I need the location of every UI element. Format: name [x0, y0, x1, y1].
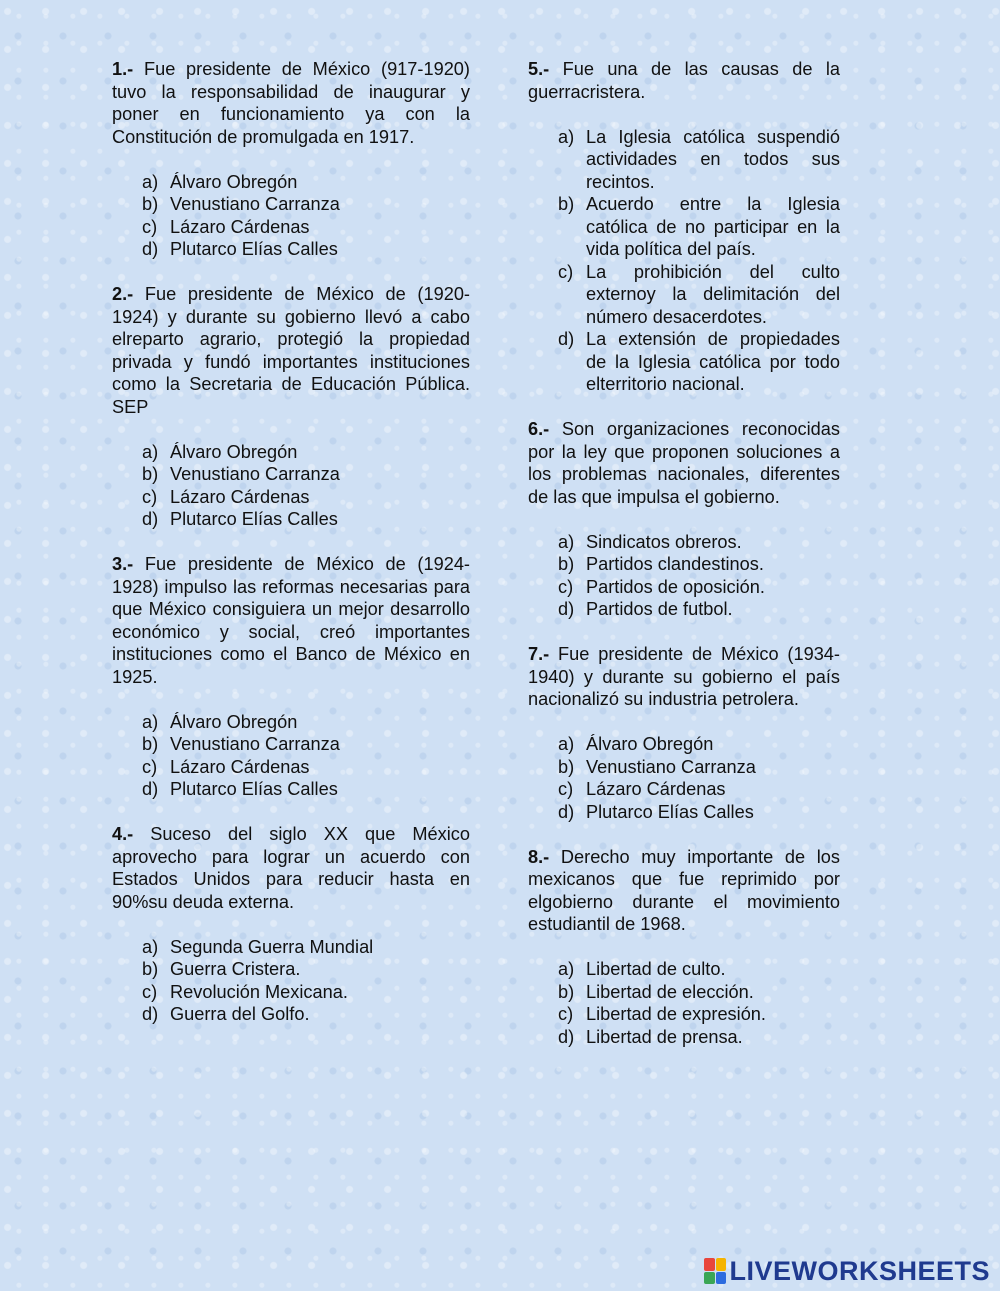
- option-letter: a): [142, 936, 159, 957]
- option-text: Partidos de futbol.: [586, 599, 733, 619]
- question-body: Fue una de las causas de la guerracristera.: [528, 59, 840, 102]
- question-text: [528, 643, 840, 711]
- answer-option[interactable]: [528, 981, 840, 1004]
- option-letter: c): [142, 756, 158, 777]
- option-text: Lázaro Cárdenas: [170, 216, 310, 237]
- answer-option[interactable]: [528, 1003, 840, 1026]
- question-number: 7.-: [528, 644, 550, 664]
- option-letter: a): [142, 441, 159, 462]
- question-text: [112, 823, 470, 913]
- option-letter: a): [558, 959, 575, 979]
- option-text: Guerra Cristera.: [170, 959, 301, 979]
- option-text: Venustiano Carranza: [170, 734, 340, 754]
- option-text: Lázaro Cárdenas: [586, 779, 726, 799]
- answer-option[interactable]: [528, 328, 840, 396]
- answer-option[interactable]: [528, 801, 840, 824]
- option-letter: c): [558, 779, 574, 799]
- option-letter: b): [142, 464, 159, 484]
- option-letter: b): [558, 756, 575, 777]
- question-number: 4.-: [112, 824, 134, 844]
- question-7: [528, 643, 840, 823]
- option-letter: b): [142, 194, 159, 214]
- option-text: Partidos clandestinos.: [586, 554, 764, 574]
- option-text: Plutarco Elías Calles: [586, 801, 754, 822]
- option-text: La prohibición del culto externoy la delimitación del número desacerdotes.: [586, 261, 840, 327]
- question-text: [112, 283, 470, 418]
- option-text: Acuerdo entre la Iglesia católica de no participar en la vida política del país.: [586, 194, 840, 259]
- option-letter: c): [558, 261, 574, 282]
- answer-options: [112, 711, 470, 801]
- answer-option[interactable]: [112, 463, 470, 486]
- question-number: 3.-: [112, 554, 134, 574]
- question-5: [528, 58, 840, 396]
- answer-options: [112, 936, 470, 1026]
- option-letter: c): [142, 981, 158, 1002]
- option-text: Álvaro Obregón: [586, 734, 714, 754]
- option-letter: b): [142, 734, 159, 754]
- answer-option[interactable]: [112, 756, 470, 779]
- option-text: Álvaro Obregón: [170, 441, 298, 462]
- answer-option[interactable]: [112, 1003, 470, 1026]
- option-text: Libertad de expresión.: [586, 1004, 766, 1024]
- answer-option[interactable]: [112, 958, 470, 981]
- answer-option[interactable]: [528, 1026, 840, 1049]
- answer-option[interactable]: [528, 126, 840, 194]
- option-letter: d): [558, 801, 575, 822]
- logo-text: LIVEWORKSHEETS: [729, 1255, 990, 1286]
- option-letter: b): [142, 959, 159, 979]
- answer-option[interactable]: [112, 486, 470, 509]
- option-text: Álvaro Obregón: [170, 171, 298, 192]
- question-body: Fue presidente de México (917-1920) tuvo la responsabilidad de inaugurar y poner en funcionamiento ya con la Constitución de promulgada en 1917.: [112, 59, 470, 147]
- question-body: Derecho muy importante de los mexicanos que fue reprimido por elgobierno durante el movimiento estudiantil de 1968.: [528, 846, 840, 934]
- option-letter: d): [558, 329, 575, 349]
- option-letter: d): [558, 599, 575, 619]
- option-text: Plutarco Elías Calles: [170, 779, 338, 799]
- question-body: Fue presidente de México (1934-1940) y durante su gobierno el país nacionalizó su industria petrolera.: [528, 644, 840, 709]
- option-letter: d): [142, 1004, 159, 1024]
- question-number: 1.-: [112, 59, 134, 79]
- answer-option[interactable]: [112, 441, 470, 464]
- option-text: Revolución Mexicana.: [170, 981, 348, 1002]
- option-letter: c): [558, 1004, 574, 1024]
- option-letter: d): [142, 239, 159, 259]
- answer-options: [528, 126, 840, 396]
- answer-option[interactable]: [528, 958, 840, 981]
- answer-option[interactable]: [112, 171, 470, 194]
- option-letter: b): [558, 194, 575, 214]
- option-letter: a): [558, 126, 575, 147]
- question-6: [528, 418, 840, 621]
- option-letter: c): [142, 216, 158, 237]
- option-letter: a): [142, 171, 159, 192]
- answer-option[interactable]: [528, 756, 840, 779]
- answer-option[interactable]: [112, 711, 470, 734]
- option-text: La Iglesia católica suspendió actividades en todos sus recintos.: [586, 126, 840, 192]
- logo-badge-icon: [704, 1258, 726, 1284]
- question-body: Fue presidente de México de (1920-1924) y durante su gobierno llevó a cabo elreparto agrario, protegió la propiedad privada y fundó importantes instituciones como la Secretaria de Educación Pública. SEP: [112, 284, 470, 417]
- question-text: [528, 58, 840, 103]
- option-text: La extensión de propiedades de la Iglesia católica por todo elterritorio nacional.: [586, 329, 840, 394]
- option-text: Partidos de oposición.: [586, 576, 765, 597]
- answer-options: [528, 958, 840, 1048]
- answer-option[interactable]: [112, 778, 470, 801]
- answer-option[interactable]: [528, 598, 840, 621]
- option-letter: d): [142, 779, 159, 799]
- answer-option[interactable]: [528, 778, 840, 801]
- option-text: Lázaro Cárdenas: [170, 756, 310, 777]
- answer-options: [528, 733, 840, 823]
- question-3: [112, 553, 470, 801]
- answer-option[interactable]: [528, 553, 840, 576]
- question-number: 5.-: [528, 59, 550, 79]
- option-text: Guerra del Golfo.: [170, 1004, 310, 1024]
- question-text: [528, 418, 840, 508]
- question-text: [112, 553, 470, 688]
- option-letter: d): [558, 1026, 575, 1047]
- option-letter: b): [558, 554, 575, 574]
- question-number: 2.-: [112, 284, 134, 304]
- left-column: [112, 58, 470, 1048]
- liveworksheets-logo: [704, 1255, 990, 1287]
- answer-option[interactable]: [112, 733, 470, 756]
- option-letter: a): [558, 531, 575, 552]
- option-text: Libertad de elección.: [586, 981, 754, 1002]
- option-text: Plutarco Elías Calles: [170, 239, 338, 259]
- option-letter: d): [142, 509, 159, 529]
- option-text: Venustiano Carranza: [170, 464, 340, 484]
- question-8: [528, 846, 840, 1049]
- answer-option[interactable]: [528, 193, 840, 261]
- question-body: Son organizaciones reconocidas por la ley que proponen soluciones a los problemas nacionales, diferentes de las que impulsa el gobierno.: [528, 419, 840, 507]
- option-text: Plutarco Elías Calles: [170, 509, 338, 529]
- option-text: Libertad de prensa.: [586, 1026, 743, 1047]
- right-column: [528, 58, 840, 1071]
- question-body: Suceso del siglo XX que México aprovecho para lograr un acuerdo con Estados Unidos para reducir hasta en 90%su deuda externa.: [112, 824, 470, 912]
- question-4: [112, 823, 470, 1026]
- question-2: [112, 283, 470, 531]
- option-text: Álvaro Obregón: [170, 711, 298, 732]
- answer-option[interactable]: [112, 193, 470, 216]
- answer-option[interactable]: [112, 508, 470, 531]
- answer-option[interactable]: [112, 216, 470, 239]
- option-letter: a): [558, 734, 575, 754]
- option-letter: b): [558, 981, 575, 1002]
- option-letter: a): [142, 711, 159, 732]
- option-text: Segunda Guerra Mundial: [170, 936, 374, 957]
- option-text: Sindicatos obreros.: [586, 531, 742, 552]
- question-number: 8.-: [528, 846, 550, 867]
- answer-options: [112, 171, 470, 261]
- answer-option[interactable]: [112, 981, 470, 1004]
- question-1: [112, 58, 470, 261]
- option-text: Lázaro Cárdenas: [170, 486, 310, 507]
- answer-option[interactable]: [528, 576, 840, 599]
- answer-options: [528, 531, 840, 621]
- option-letter: c): [558, 576, 574, 597]
- question-number: 6.-: [528, 419, 550, 439]
- option-text: Libertad de culto.: [586, 959, 726, 979]
- answer-option[interactable]: [112, 238, 470, 261]
- question-text: [528, 846, 840, 936]
- answer-option[interactable]: [528, 531, 840, 554]
- option-text: Venustiano Carranza: [170, 194, 340, 214]
- question-text: [112, 58, 470, 148]
- answer-option[interactable]: [528, 733, 840, 756]
- answer-option[interactable]: [112, 936, 470, 959]
- option-letter: c): [142, 486, 158, 507]
- question-body: Fue presidente de México de (1924-1928) impulso las reformas necesarias para que México consiguiera un mejor desarrollo económico y social, creó importantes instituciones como el Banco de México en 1925.: [112, 554, 470, 687]
- option-text: Venustiano Carranza: [586, 756, 756, 777]
- answer-options: [112, 441, 470, 531]
- answer-option[interactable]: [528, 261, 840, 329]
